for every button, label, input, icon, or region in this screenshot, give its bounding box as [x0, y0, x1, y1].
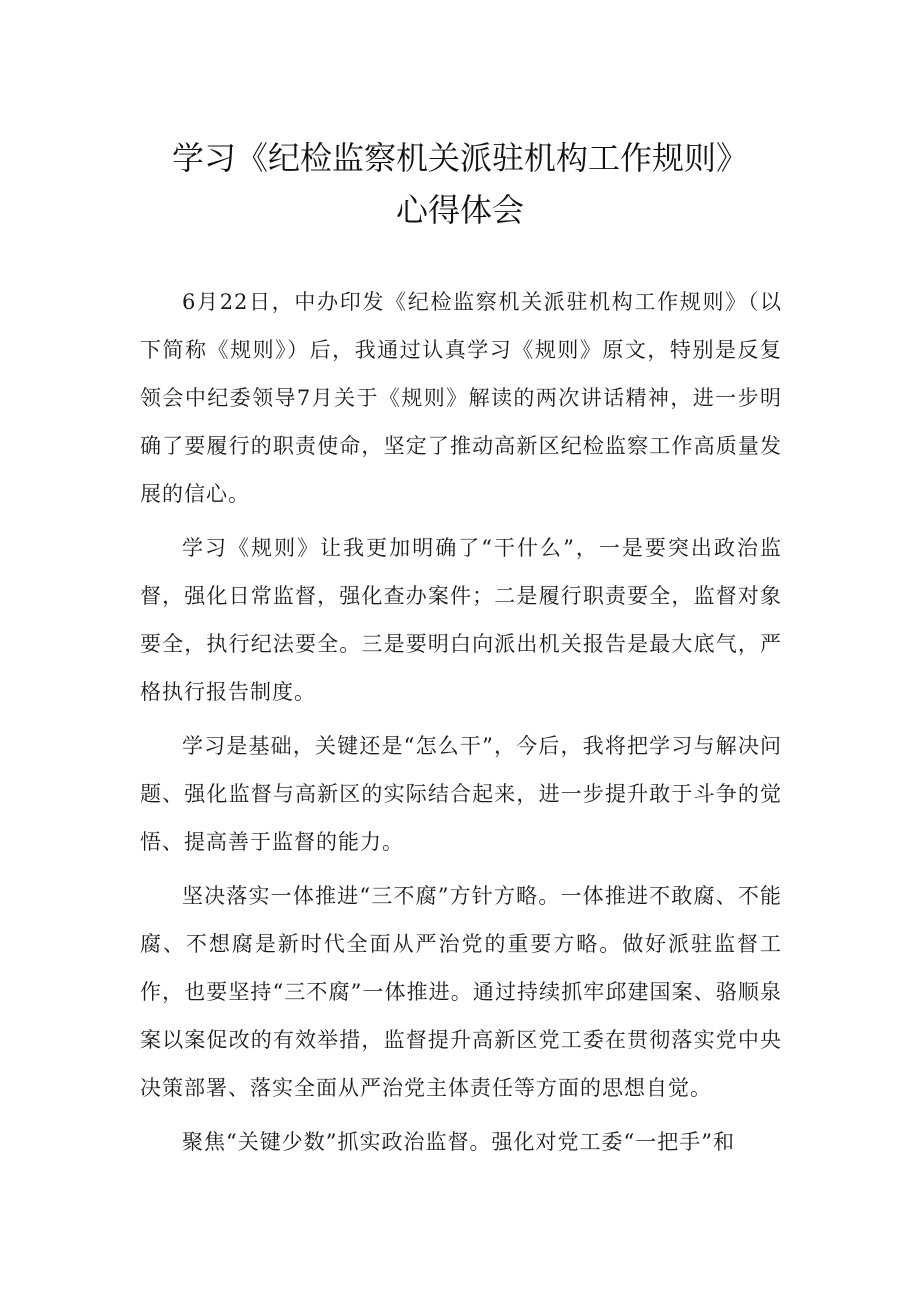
document-body [140, 278, 782, 1166]
title-line-1: 学习《纪检监察机关派驻机构工作规则》 [171, 139, 748, 177]
paragraph-3: 学习是基础，关键还是“怎么干”，今后，我将把学习与解决问题、强化监督与高新区的实际结合起来，进一步提升敢于斗争的觉悟、提高善于监督的能力。 [140, 734, 782, 854]
paragraph-2: 学习《规则》让我更加明确了“干什么”，一是要突出政治监督，强化日常监督，强化查办案件；二是履行职责要全，监督对象要全，执行纪法要全。三是要明白向派出机关报告是最大底气，严格执行报告制度。 [140, 536, 782, 704]
paragraph-1: 6月22日，中办印发《纪检监察机关派驻机构工作规则》（以下简称《规则》）后，我通过认真学习《规则》原文，特别是反复领会中纪委领导7月关于《规则》解读的两次讲话精神，进一步明确了要履行的职责使命，坚定了推动高新区纪检监察工作高质量发展的信心。 [140, 290, 782, 506]
document-title [0, 132, 920, 236]
paragraph-4: 坚决落实一体推进“三不腐”方针方略。一体推进不敢腐、不能腐、不想腐是新时代全面从严治党的重要方略。做好派驻监督工作，也要坚持“三不腐”一体推进。通过持续抓牢邱建国案、骆顺泉案以案促改的有效举措，监督提升高新区党工委在贯彻落实党中央决策部署、落实全面从严治党主体责任等方面的思想自觉。 [140, 884, 782, 1100]
paragraph-5: 聚焦“关键少数”抓实政治监督。强化对党工委“一把手”和 [182, 1130, 735, 1154]
title-line-2: 心得体会 [395, 191, 524, 229]
